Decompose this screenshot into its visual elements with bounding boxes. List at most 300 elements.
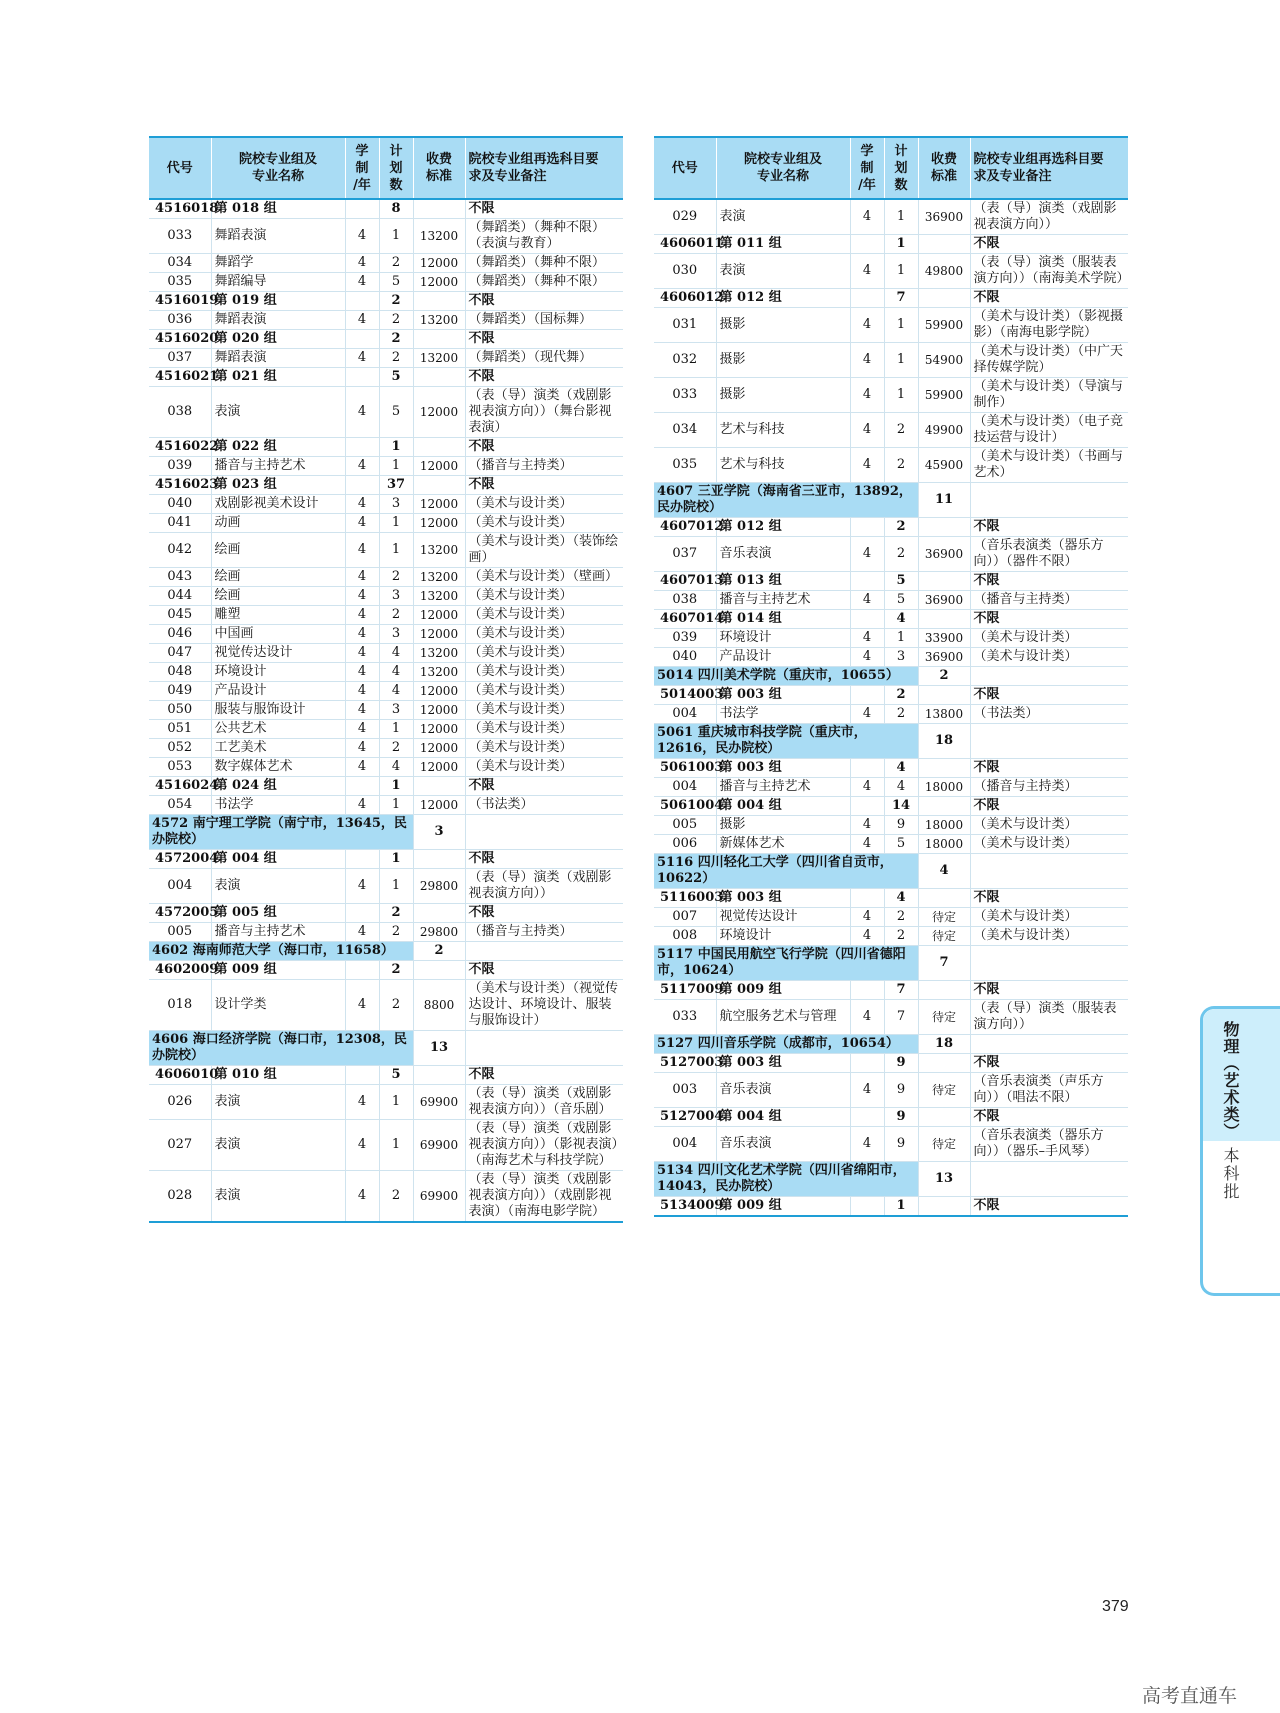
plan-count: 2 <box>884 908 918 927</box>
group-code: 5014003 <box>654 686 716 705</box>
major-note: （舞蹈类）（现代舞） <box>465 349 623 368</box>
major-name: 音乐表演 <box>716 1073 850 1108</box>
major-name: 音乐表演 <box>716 537 850 572</box>
plan-count: 1 <box>884 629 918 648</box>
major-code: 047 <box>149 644 211 663</box>
major-note: （美术与设计类） <box>465 644 623 663</box>
fee-cell: 12000 <box>413 254 465 273</box>
fee-cell: 12000 <box>413 682 465 701</box>
major-note: （美术与设计类） <box>465 663 623 682</box>
major-note: （表（导）演类（服装表演方向））（南海美术学院） <box>970 254 1128 289</box>
fee-cell: 36900 <box>918 648 970 667</box>
major-row <box>149 387 623 438</box>
years-cell <box>345 850 379 869</box>
major-row <box>149 663 623 682</box>
major-note: （美术与设计类）（中广天择传媒学院） <box>970 343 1128 378</box>
group-name: 第 018 组 <box>211 199 345 219</box>
major-note: （美术与设计类）（影视摄影）（南海电影学院） <box>970 308 1128 343</box>
years-cell: 4 <box>345 587 379 606</box>
group-name: 第 023 组 <box>211 476 345 495</box>
major-row <box>149 311 623 330</box>
years-cell: 4 <box>345 606 379 625</box>
major-code: 035 <box>149 273 211 292</box>
years-cell <box>850 518 884 537</box>
years-cell: 4 <box>850 778 884 797</box>
years-cell <box>850 1108 884 1127</box>
group-code: 4606010 <box>149 1066 211 1085</box>
group-code: 4516018 <box>149 199 211 219</box>
major-name: 表演 <box>211 869 345 904</box>
major-note: （书法类） <box>465 796 623 815</box>
years-cell: 4 <box>850 629 884 648</box>
plan-count: 8 <box>379 199 413 219</box>
major-name: 工艺美术 <box>211 739 345 758</box>
fee-cell: 12000 <box>413 758 465 777</box>
plan-count: 14 <box>884 797 918 816</box>
fee-cell: 18000 <box>918 835 970 854</box>
school-row <box>654 946 1128 981</box>
fee-cell: 12000 <box>413 701 465 720</box>
major-note: （音乐表演类（声乐方向））（唱法不限） <box>970 1073 1128 1108</box>
years-cell <box>850 610 884 629</box>
years-cell: 4 <box>345 758 379 777</box>
major-name: 戏剧影视美术设计 <box>211 495 345 514</box>
group-name: 第 019 组 <box>211 292 345 311</box>
plan-count: 7 <box>884 1000 918 1035</box>
group-name: 第 003 组 <box>716 686 850 705</box>
group-name: 第 003 组 <box>716 759 850 778</box>
note-cell <box>970 667 1128 686</box>
subject-requirement: 不限 <box>970 1054 1128 1073</box>
fee-cell: 待定 <box>918 908 970 927</box>
major-note: （美术与设计类） <box>970 908 1128 927</box>
plan-count: 1 <box>884 1197 918 1217</box>
plan-count: 2 <box>379 739 413 758</box>
plan-count: 1 <box>884 199 918 235</box>
major-row <box>149 587 623 606</box>
major-code: 029 <box>654 199 716 235</box>
subject-requirement: 不限 <box>970 981 1128 1000</box>
plan-count: 1 <box>379 869 413 904</box>
plan-count: 4 <box>379 644 413 663</box>
plan-count: 4 <box>884 759 918 778</box>
fee-cell: 69900 <box>413 1085 465 1120</box>
major-code: 028 <box>149 1171 211 1223</box>
group-name: 第 013 组 <box>716 572 850 591</box>
group-code: 5117009 <box>654 981 716 1000</box>
group-name: 第 024 组 <box>211 777 345 796</box>
fee-cell: 12000 <box>413 514 465 533</box>
major-code: 030 <box>654 254 716 289</box>
years-cell: 4 <box>345 1120 379 1171</box>
major-row <box>149 533 623 568</box>
group-name: 第 020 组 <box>211 330 345 349</box>
major-code: 004 <box>149 869 211 904</box>
group-name: 第 011 组 <box>716 235 850 254</box>
years-cell: 4 <box>850 448 884 483</box>
group-code: 4602009 <box>149 961 211 980</box>
fee-cell: 12000 <box>413 495 465 514</box>
fee-cell: 12000 <box>413 273 465 292</box>
major-code: 043 <box>149 568 211 587</box>
fee-cell: 13200 <box>413 644 465 663</box>
plan-count: 18 <box>918 724 970 759</box>
years-cell: 4 <box>345 457 379 476</box>
subject-requirement: 不限 <box>465 850 623 869</box>
plan-count: 2 <box>379 568 413 587</box>
header-name: 院校专业组及 专业名称 <box>716 137 850 199</box>
subject-requirement: 不限 <box>970 572 1128 591</box>
fee-cell: 12000 <box>413 625 465 644</box>
fee-cell: 12000 <box>413 739 465 758</box>
major-row <box>654 448 1128 483</box>
table-header-row <box>654 137 1128 199</box>
plan-count: 2 <box>379 606 413 625</box>
subject-requirement: 不限 <box>970 235 1128 254</box>
plan-count: 1 <box>884 254 918 289</box>
fee-cell: 36900 <box>918 199 970 235</box>
plan-count: 4 <box>918 854 970 889</box>
major-name: 视觉传达设计 <box>211 644 345 663</box>
note-cell <box>465 1031 623 1066</box>
group-code: 5134009 <box>654 1197 716 1217</box>
major-name: 舞蹈表演 <box>211 311 345 330</box>
years-cell: 4 <box>850 1000 884 1035</box>
major-code: 036 <box>149 311 211 330</box>
years-cell: 4 <box>345 980 379 1031</box>
school-row <box>149 942 623 961</box>
fee-cell: 待定 <box>918 1073 970 1108</box>
school-row <box>654 483 1128 518</box>
major-row <box>654 537 1128 572</box>
major-row <box>149 1171 623 1223</box>
plan-count: 2 <box>379 980 413 1031</box>
years-cell: 4 <box>345 1085 379 1120</box>
major-note: （播音与主持类） <box>465 457 623 476</box>
major-note: （美术与设计类） <box>970 927 1128 946</box>
group-name: 第 009 组 <box>716 1197 850 1217</box>
subject-requirement: 不限 <box>970 289 1128 308</box>
subject-requirement: 不限 <box>970 1197 1128 1217</box>
major-note: （美术与设计类）（导演与制作） <box>970 378 1128 413</box>
subject-requirement: 不限 <box>465 368 623 387</box>
school-row <box>149 1031 623 1066</box>
fee-cell: 59900 <box>918 308 970 343</box>
plan-count: 1 <box>379 1120 413 1171</box>
subject-requirement: 不限 <box>465 292 623 311</box>
major-code: 034 <box>654 413 716 448</box>
plan-count: 9 <box>884 1127 918 1162</box>
plan-count: 2 <box>884 927 918 946</box>
major-row <box>149 457 623 476</box>
major-note: （美术与设计类） <box>465 682 623 701</box>
plan-count: 1 <box>379 777 413 796</box>
major-row <box>654 343 1128 378</box>
fee-cell: 13200 <box>413 349 465 368</box>
note-cell <box>970 483 1128 518</box>
fee-cell: 12000 <box>413 606 465 625</box>
note-cell <box>970 854 1128 889</box>
fee-cell: 待定 <box>918 1127 970 1162</box>
major-note: （音乐表演类（器乐方向））（器件不限） <box>970 537 1128 572</box>
major-row <box>149 739 623 758</box>
major-name: 播音与主持艺术 <box>211 457 345 476</box>
fee-cell: 13200 <box>413 219 465 254</box>
years-cell: 4 <box>850 537 884 572</box>
major-row <box>149 568 623 587</box>
plan-count: 2 <box>379 904 413 923</box>
plan-count: 2 <box>379 923 413 942</box>
years-cell <box>850 981 884 1000</box>
group-code: 4516022 <box>149 438 211 457</box>
years-cell: 4 <box>850 199 884 235</box>
fee-cell: 18000 <box>918 816 970 835</box>
major-row <box>149 495 623 514</box>
fee-cell: 13200 <box>413 568 465 587</box>
fee-cell <box>413 961 465 980</box>
major-code: 037 <box>149 349 211 368</box>
fee-cell: 12000 <box>413 457 465 476</box>
header-code: 代号 <box>654 137 716 199</box>
school-row <box>654 724 1128 759</box>
years-cell: 4 <box>345 219 379 254</box>
plan-count: 2 <box>379 349 413 368</box>
fee-cell <box>413 199 465 219</box>
fee-cell: 12000 <box>413 720 465 739</box>
group-row <box>149 438 623 457</box>
fee-cell <box>918 572 970 591</box>
major-note: （播音与主持类） <box>970 778 1128 797</box>
group-row <box>654 572 1128 591</box>
years-cell: 4 <box>850 705 884 724</box>
plan-count: 2 <box>884 413 918 448</box>
group-code: 5061003 <box>654 759 716 778</box>
group-name: 第 014 组 <box>716 610 850 629</box>
major-row <box>149 349 623 368</box>
plan-count: 3 <box>413 815 465 850</box>
header-fee: 收费 标准 <box>918 137 970 199</box>
major-row <box>149 644 623 663</box>
fee-cell <box>918 289 970 308</box>
fee-cell <box>918 518 970 537</box>
fee-cell <box>918 1197 970 1217</box>
years-cell <box>850 889 884 908</box>
years-cell: 4 <box>850 1127 884 1162</box>
school-name: 5061 重庆城市科技学院（重庆市，12616，民办院校） <box>654 724 918 759</box>
major-row <box>149 273 623 292</box>
header-note: 院校专业组再选科目要 求及专业备注 <box>465 137 623 199</box>
major-row <box>654 1073 1128 1108</box>
subject-requirement: 不限 <box>970 889 1128 908</box>
plan-count: 1 <box>379 850 413 869</box>
note-cell <box>970 724 1128 759</box>
major-name: 公共艺术 <box>211 720 345 739</box>
major-code: 054 <box>149 796 211 815</box>
fee-cell: 36900 <box>918 537 970 572</box>
fee-cell <box>918 797 970 816</box>
years-cell: 4 <box>345 349 379 368</box>
group-code: 4516023 <box>149 476 211 495</box>
group-name: 第 004 组 <box>211 850 345 869</box>
major-code: 038 <box>149 387 211 438</box>
years-cell: 4 <box>345 923 379 942</box>
major-code: 004 <box>654 705 716 724</box>
major-name: 表演 <box>716 199 850 235</box>
plan-count: 5 <box>379 387 413 438</box>
subject-requirement: 不限 <box>970 518 1128 537</box>
plan-count: 4 <box>379 682 413 701</box>
major-code: 004 <box>654 778 716 797</box>
plan-count: 2 <box>884 705 918 724</box>
years-cell: 4 <box>850 927 884 946</box>
years-cell <box>850 1197 884 1217</box>
major-row <box>149 758 623 777</box>
subject-requirement: 不限 <box>970 759 1128 778</box>
fee-cell: 29800 <box>413 923 465 942</box>
plan-count: 1 <box>379 438 413 457</box>
major-name: 产品设计 <box>716 648 850 667</box>
major-note: （书法类） <box>970 705 1128 724</box>
major-note: （美术与设计类）（电子竞技运营与设计） <box>970 413 1128 448</box>
major-code: 053 <box>149 758 211 777</box>
major-note: （美术与设计类） <box>465 606 623 625</box>
school-row <box>654 854 1128 889</box>
major-code: 040 <box>654 648 716 667</box>
fee-cell <box>918 610 970 629</box>
major-note: （美术与设计类） <box>465 625 623 644</box>
major-row <box>654 591 1128 610</box>
major-name: 播音与主持艺术 <box>716 778 850 797</box>
plan-count: 2 <box>379 292 413 311</box>
major-name: 舞蹈学 <box>211 254 345 273</box>
group-code: 5116003 <box>654 889 716 908</box>
years-cell: 4 <box>345 311 379 330</box>
fee-cell: 69900 <box>413 1171 465 1223</box>
school-name: 5014 四川美术学院（重庆市，10655） <box>654 667 918 686</box>
plan-count: 5 <box>884 591 918 610</box>
years-cell <box>850 1054 884 1073</box>
header-name: 院校专业组及 专业名称 <box>211 137 345 199</box>
major-note: （美术与设计类）（壁画） <box>465 568 623 587</box>
fee-cell <box>918 1054 970 1073</box>
plan-count: 1 <box>379 514 413 533</box>
major-row <box>654 778 1128 797</box>
plan-count: 5 <box>379 1066 413 1085</box>
group-code: 4607013 <box>654 572 716 591</box>
fee-cell: 待定 <box>918 1000 970 1035</box>
years-cell <box>850 797 884 816</box>
header-code: 代号 <box>149 137 211 199</box>
major-row <box>654 705 1128 724</box>
major-code: 004 <box>654 1127 716 1162</box>
table-header-row <box>149 137 623 199</box>
years-cell: 4 <box>850 413 884 448</box>
major-note: （播音与主持类） <box>465 923 623 942</box>
group-name: 第 021 组 <box>211 368 345 387</box>
years-cell: 4 <box>850 1073 884 1108</box>
fee-cell <box>413 438 465 457</box>
plan-count: 1 <box>884 308 918 343</box>
major-name: 舞蹈表演 <box>211 219 345 254</box>
years-cell: 4 <box>850 591 884 610</box>
group-row <box>149 476 623 495</box>
group-row <box>149 330 623 349</box>
fee-cell <box>918 889 970 908</box>
major-note: （美术与设计类） <box>465 758 623 777</box>
fee-cell: 13800 <box>918 705 970 724</box>
header-note: 院校专业组再选科目要 求及专业备注 <box>970 137 1128 199</box>
group-row <box>149 1066 623 1085</box>
major-name: 播音与主持艺术 <box>716 591 850 610</box>
major-code: 041 <box>149 514 211 533</box>
school-name: 4607 三亚学院（海南省三亚市，13892，民办院校） <box>654 483 918 518</box>
group-code: 4516019 <box>149 292 211 311</box>
subject-requirement: 不限 <box>465 330 623 349</box>
years-cell: 4 <box>345 739 379 758</box>
group-code: 4607014 <box>654 610 716 629</box>
left-admission-table <box>149 136 623 1223</box>
plan-count: 3 <box>884 648 918 667</box>
fee-cell: 45900 <box>918 448 970 483</box>
fee-cell: 18000 <box>918 778 970 797</box>
major-name: 新媒体艺术 <box>716 835 850 854</box>
major-code: 034 <box>149 254 211 273</box>
plan-count: 7 <box>884 981 918 1000</box>
years-cell: 4 <box>345 568 379 587</box>
years-cell: 4 <box>850 343 884 378</box>
plan-count: 2 <box>884 448 918 483</box>
group-code: 5127003 <box>654 1054 716 1073</box>
major-name: 摄影 <box>716 343 850 378</box>
major-code: 052 <box>149 739 211 758</box>
fee-cell <box>413 904 465 923</box>
major-name: 表演 <box>211 1085 345 1120</box>
school-name: 4572 南宁理工学院（南宁市，13645，民办院校） <box>149 815 413 850</box>
fee-cell <box>413 330 465 349</box>
plan-count: 3 <box>379 701 413 720</box>
note-cell <box>970 946 1128 981</box>
major-row <box>149 923 623 942</box>
group-name: 第 003 组 <box>716 889 850 908</box>
major-name: 绘画 <box>211 587 345 606</box>
major-note: （舞蹈类）（国标舞） <box>465 311 623 330</box>
major-code: 005 <box>149 923 211 942</box>
major-name: 舞蹈编导 <box>211 273 345 292</box>
group-row <box>149 199 623 219</box>
header-years: 学 制 /年 <box>850 137 884 199</box>
major-note: （美术与设计类） <box>970 816 1128 835</box>
group-row <box>654 1054 1128 1073</box>
major-code: 044 <box>149 587 211 606</box>
fee-cell <box>918 235 970 254</box>
major-row <box>149 625 623 644</box>
years-cell: 4 <box>345 387 379 438</box>
major-code: 039 <box>654 629 716 648</box>
fee-cell <box>918 686 970 705</box>
years-cell: 4 <box>345 1171 379 1223</box>
group-code: 4516024 <box>149 777 211 796</box>
group-name: 第 009 组 <box>211 961 345 980</box>
years-cell: 4 <box>850 908 884 927</box>
group-code: 4606012 <box>654 289 716 308</box>
major-row <box>654 816 1128 835</box>
major-row <box>149 682 623 701</box>
fee-cell: 29800 <box>413 869 465 904</box>
years-cell: 4 <box>345 869 379 904</box>
plan-count: 1 <box>379 720 413 739</box>
plan-count: 2 <box>379 1171 413 1223</box>
major-name: 绘画 <box>211 533 345 568</box>
